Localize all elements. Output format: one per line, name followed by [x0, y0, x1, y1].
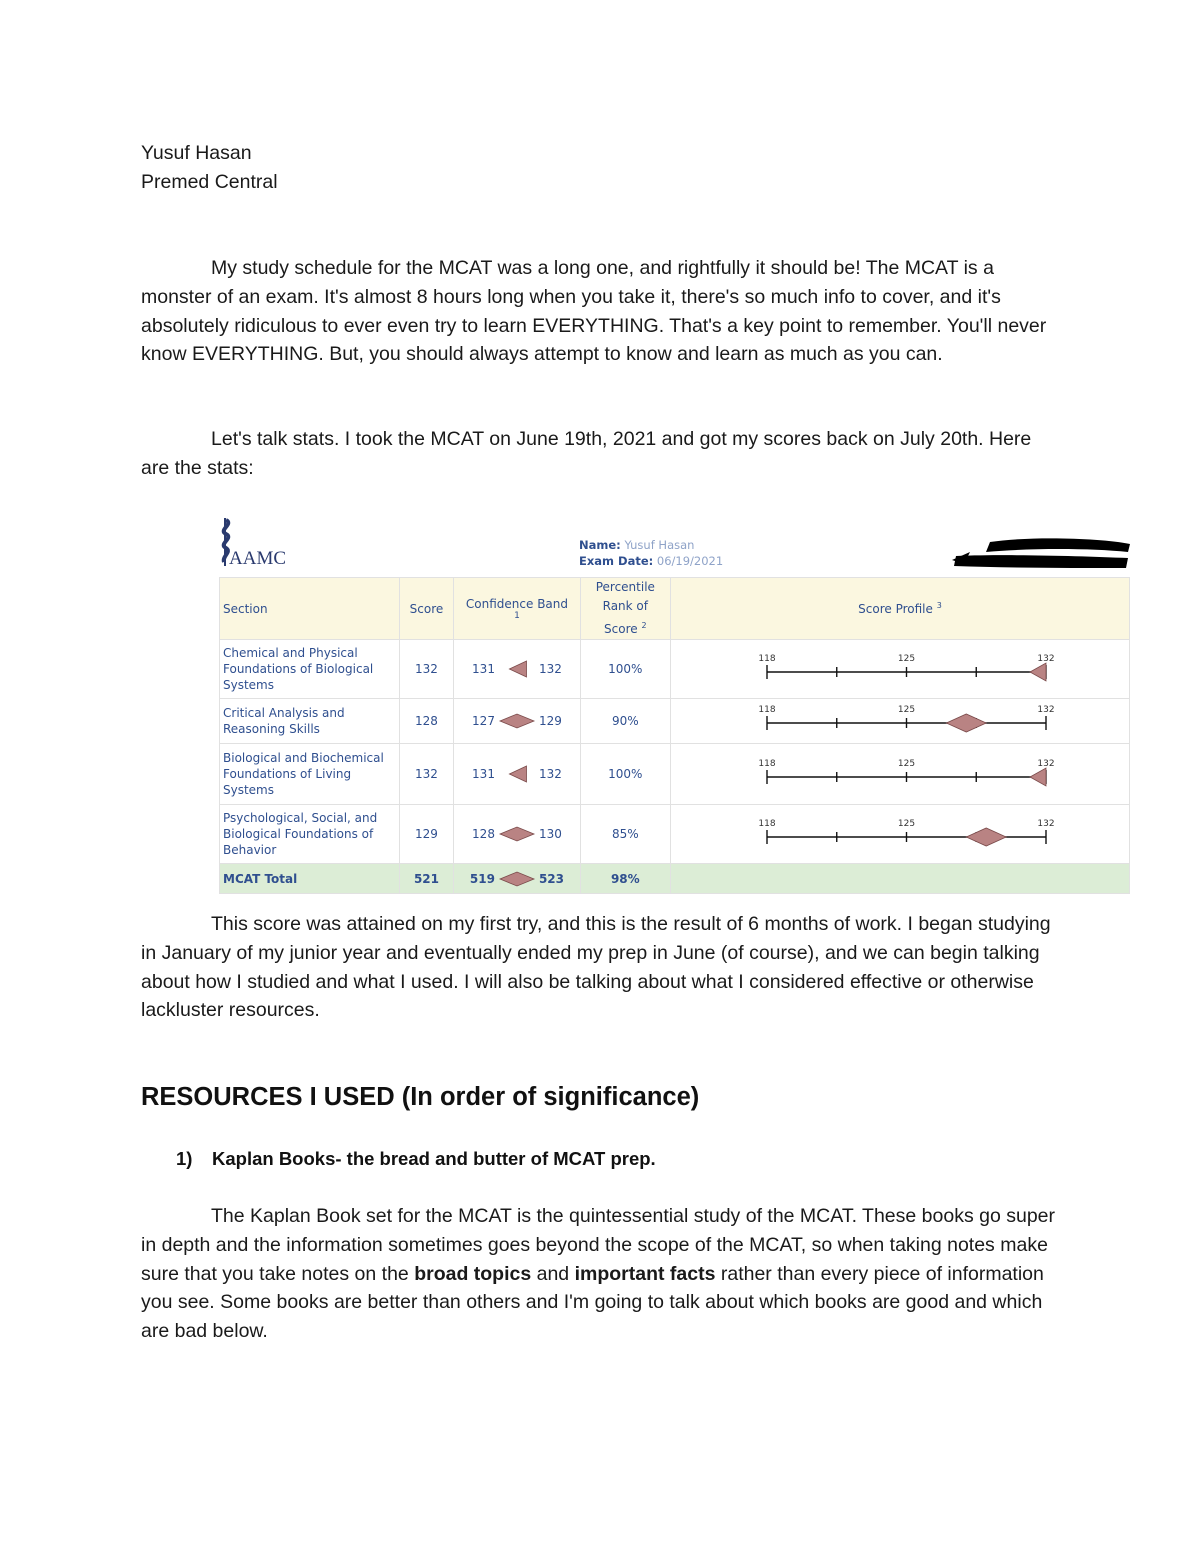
band-high: 523 [538, 871, 565, 886]
col-profile-label: Score Profile [858, 602, 933, 616]
result-paragraph: This score was attained on my first try, and this is the result of 6 months of work. I began studying in January of my junior year and eventually ended my prep in June (of course), and we can begin talking about how I studied and what I used. I will also be talking about what I considered effective or otherwise lackluster resources. [141, 913, 1051, 1022]
col-band [454, 578, 580, 640]
col-percentile-line1: Percentile [595, 580, 655, 594]
band-high: 132 [538, 767, 562, 781]
percentile-value: 85% [580, 805, 670, 864]
percentile-value: 100% [580, 744, 670, 805]
profile-tick-label: 118 [758, 819, 776, 829]
score-profile [671, 744, 1130, 805]
total-band [454, 864, 580, 894]
resources-heading: RESOURCES I USED (In order of significance) [141, 1083, 700, 1111]
score-profile [671, 699, 1130, 744]
profile-tick-label: 132 [1037, 819, 1055, 829]
band-low: 128 [472, 827, 495, 841]
band-low: 127 [472, 714, 495, 728]
exam-meta [579, 537, 723, 569]
band-marker [498, 763, 536, 785]
section-name: Biological and Biochemical Foundations of Living Systems [220, 744, 400, 805]
section-score: 129 [399, 805, 454, 864]
kaplan-text-mid: and [531, 1262, 575, 1285]
confidence-band [454, 640, 580, 699]
percentile-value: 90% [580, 699, 670, 744]
profile-score-marker [946, 714, 986, 732]
band-low: 131 [472, 662, 495, 676]
section-score: 132 [399, 640, 454, 699]
redaction-scribble [950, 534, 1132, 574]
table-row [220, 805, 1130, 864]
score-profile [671, 805, 1130, 864]
confidence-band [454, 744, 580, 805]
col-profile-note: 3 [936, 601, 942, 610]
score-profile-chart [674, 640, 1126, 698]
band-marker [498, 870, 536, 888]
score-report [212, 510, 1132, 896]
col-percentile-line2: Rank of [602, 599, 648, 613]
col-band-label: Confidence Band [465, 596, 568, 611]
band-high: 130 [538, 827, 562, 841]
resource-number: 1) [176, 1148, 193, 1169]
profile-tick-label: 118 [758, 705, 776, 715]
col-percentile-line3: Score [604, 622, 638, 636]
name-label: Name: [579, 538, 621, 552]
profile-tick-label: 125 [897, 759, 916, 769]
total-score: 521 [399, 864, 454, 894]
profile-score-marker [1030, 768, 1046, 786]
stats-paragraph: Let's talk stats. I took the MCAT on June 19th, 2021 and got my scores back on July 20th. Here are the stats: [141, 428, 1032, 479]
col-section: Section [220, 578, 400, 640]
band-shape [500, 714, 534, 728]
col-percentile-note: 2 [641, 621, 647, 630]
aamc-logo-text: AAMC [229, 548, 287, 569]
col-band-note: 1 [514, 610, 520, 621]
band-shape [500, 872, 534, 886]
band-shape [500, 827, 534, 841]
profile-tick-label: 132 [1037, 705, 1055, 715]
score-table [219, 577, 1130, 894]
band-low: 131 [472, 767, 495, 781]
section-name: Psychological, Social, and Biological Foundations of Behavior [220, 805, 400, 864]
resource-title: Kaplan Books- the bread and butter of MCAT prep. [212, 1148, 656, 1169]
band-low: 519 [469, 871, 495, 886]
resource-item-1 [176, 1148, 656, 1170]
intro-paragraph: My study schedule for the MCAT was a long one, and rightfully it should be! The MCAT is a monster of an exam. It's almost 8 hours long when you take it, there's so much info to cover, and it's absolutely ridiculous to ever even try to learn EVERYTHING. That's a key point to remember. You'll never know EVERYTHING. But, you should always attempt to know and learn as much as you can. [141, 257, 1047, 366]
table-row [220, 699, 1130, 744]
section-score: 128 [399, 699, 454, 744]
band-marker [498, 823, 536, 845]
profile-tick-label: 125 [897, 819, 916, 829]
exam-date-label: Exam Date: [579, 554, 654, 568]
score-profile-chart [674, 699, 1126, 743]
author-name: Yusuf Hasan [141, 142, 252, 164]
table-row [220, 744, 1130, 805]
band-high: 129 [538, 714, 562, 728]
band-marker [498, 658, 536, 680]
col-percentile [580, 578, 670, 640]
kaplan-text-c: rather than every piece of information you see. Some books are better than others and I'm going to talk about which books are good and which are bad below. [141, 1262, 1044, 1343]
band-shape [509, 661, 526, 677]
profile-tick-label: 125 [897, 705, 916, 715]
score-profile [671, 640, 1130, 699]
profile-tick-label: 132 [1037, 654, 1055, 664]
organization-name: Premed Central [141, 171, 278, 193]
col-score: Score [399, 578, 454, 640]
band-shape [509, 766, 526, 782]
kaplan-bold-1: broad topics [414, 1262, 532, 1285]
profile-tick-label: 132 [1037, 759, 1055, 769]
section-score: 132 [399, 744, 454, 805]
profile-score-marker [1030, 663, 1046, 681]
total-profile [671, 864, 1130, 894]
name-value: Yusuf Hasan [624, 538, 695, 552]
profile-score-marker [966, 828, 1006, 846]
total-label: MCAT Total [220, 864, 400, 894]
exam-date-value: 06/19/2021 [656, 554, 724, 568]
section-name: Critical Analysis and Reasoning Skills [220, 699, 400, 744]
total-percentile: 98% [580, 864, 670, 894]
score-profile-chart [674, 744, 1126, 804]
section-name: Chemical and Physical Foundations of Biological Systems [220, 640, 400, 699]
profile-tick-label: 118 [758, 654, 776, 664]
col-profile [671, 578, 1130, 640]
score-profile-chart [674, 805, 1126, 863]
profile-tick-label: 118 [758, 759, 776, 769]
profile-tick-label: 125 [897, 654, 916, 664]
confidence-band [454, 699, 580, 744]
kaplan-paragraph [141, 1202, 1061, 1346]
kaplan-text-a: The Kaplan Book set for the MCAT is the quintessential study of the MCAT. These books go super in depth and the information sometimes goes beyond the scope of the MCAT, so when taking notes make sure that you take notes on the [141, 1205, 1056, 1285]
total-row [220, 864, 1130, 894]
kaplan-bold-2: important facts [574, 1262, 716, 1285]
band-high: 132 [538, 662, 562, 676]
percentile-value: 100% [580, 640, 670, 699]
confidence-band [454, 805, 580, 864]
table-row [220, 640, 1130, 699]
band-marker [498, 710, 536, 732]
